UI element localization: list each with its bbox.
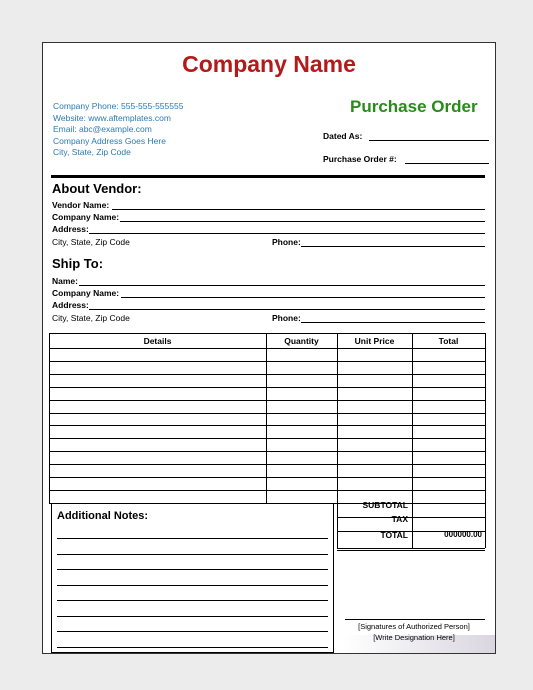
table-cell[interactable] [413,426,485,438]
table-cell[interactable] [267,452,337,464]
po-number-label: Purchase Order #: [323,154,397,164]
vendor-name-label: Vendor Name: [52,200,110,210]
table-cell[interactable] [267,401,337,413]
totals-column-border [412,503,413,548]
vendor-phone-field[interactable] [301,246,485,247]
signature-caption: [Signatures of Authorized Person] [358,622,470,631]
column-header-total: Total [438,336,459,346]
totals-double-border [337,550,485,551]
vendor-address-field[interactable] [89,233,485,234]
ship-phone-label: Phone: [272,313,301,323]
table-cell[interactable] [50,426,266,438]
table-row-border [49,503,485,504]
signature-line[interactable] [345,619,485,620]
notes-line[interactable] [57,554,328,555]
ship-address-label: Address: [52,300,89,310]
table-cell[interactable] [338,375,412,387]
vendor-company-field[interactable] [120,221,485,222]
company-email: Email: abc@example.com [53,124,152,135]
notes-line[interactable] [57,538,328,539]
table-cell[interactable] [50,491,266,503]
vendor-name-field[interactable] [112,209,485,210]
table-cell[interactable] [413,414,485,426]
table-cell[interactable] [267,388,337,400]
company-contact-block [53,101,183,159]
table-cell[interactable] [267,478,337,490]
ship-phone-field[interactable] [301,322,485,323]
column-header-quantity: Quantity [284,336,319,346]
table-cell[interactable] [338,439,412,451]
dated-as-label: Dated As: [323,131,363,141]
total-label: TOTAL [380,530,408,540]
ship-address-field[interactable] [89,309,485,310]
notes-line[interactable] [57,631,328,632]
table-cell[interactable] [50,388,266,400]
table-cell[interactable] [338,362,412,374]
table-cell[interactable] [267,439,337,451]
table-cell[interactable] [413,491,485,503]
table-cell[interactable] [50,349,266,361]
total-value: 000000.00 [444,530,482,539]
table-cell[interactable] [413,375,485,387]
table-top-border [49,333,485,334]
purchase-order-page [42,42,496,654]
table-cell[interactable] [338,349,412,361]
table-cell[interactable] [267,362,337,374]
table-cell[interactable] [50,478,266,490]
table-cell[interactable] [50,452,266,464]
table-cell[interactable] [413,439,485,451]
table-cell[interactable] [413,388,485,400]
table-column-border [485,333,486,503]
table-cell[interactable] [338,414,412,426]
column-header-details: Details [143,336,172,346]
vendor-address-label: Address: [52,224,89,234]
column-header-unit-price: Unit Price [354,336,395,346]
table-cell[interactable] [50,375,266,387]
ship-company-label: Company Name: [52,288,120,298]
dated-as-field[interactable] [369,140,489,141]
vendor-phone-label: Phone: [272,237,301,247]
table-cell[interactable] [338,452,412,464]
notes-line[interactable] [57,616,328,617]
notes-line[interactable] [57,600,328,601]
table-cell[interactable] [413,452,485,464]
table-cell[interactable] [338,426,412,438]
table-cell[interactable] [338,401,412,413]
table-cell[interactable] [413,465,485,477]
totals-row-border [337,548,485,549]
additional-notes-box [51,503,334,653]
vendor-city-label: City, State, Zip Code [52,237,130,247]
table-cell[interactable] [50,414,266,426]
vendor-company-label: Company Name: [52,212,120,222]
header-divider [51,175,485,178]
table-cell[interactable] [413,349,485,361]
ship-company-field[interactable] [121,297,485,298]
table-cell[interactable] [267,414,337,426]
table-cell[interactable] [338,491,412,503]
po-number-field[interactable] [405,163,489,164]
table-cell[interactable] [267,465,337,477]
table-cell[interactable] [267,426,337,438]
tax-label: TAX [391,514,408,524]
table-cell[interactable] [413,478,485,490]
document-title: Purchase Order [350,97,478,116]
totals-row-border [337,531,485,532]
table-cell[interactable] [50,401,266,413]
ship-city-label: City, State, Zip Code [52,313,130,323]
designation-caption: [Write Designation Here] [373,633,455,642]
table-cell[interactable] [50,465,266,477]
table-cell[interactable] [338,388,412,400]
additional-notes-title: Additional Notes: [57,510,149,522]
table-cell[interactable] [267,491,337,503]
table-cell[interactable] [338,478,412,490]
ship-name-label: Name: [52,276,78,286]
table-cell[interactable] [267,375,337,387]
ship-name-field[interactable] [79,285,485,286]
table-cell[interactable] [413,401,485,413]
vendor-section-title: About Vendor: [52,181,142,196]
notes-line[interactable] [57,585,328,586]
company-name: Company Name [182,51,356,77]
company-city: City, State, Zip Code [53,147,131,158]
subtotal-label: SUBTOTAL [362,500,408,510]
totals-column-border [337,503,338,548]
table-cell[interactable] [267,349,337,361]
table-cell[interactable] [338,465,412,477]
company-website: Website: www.aftemplates.com [53,112,171,123]
company-address: Company Address Goes Here [53,135,166,146]
company-phone: Company Phone: 555-555-555555 [53,101,184,111]
table-cell[interactable] [50,362,266,374]
totals-column-border [485,503,486,548]
table-cell[interactable] [413,362,485,374]
ship-to-section-title: Ship To: [52,256,104,271]
totals-row-border [337,517,485,518]
table-cell[interactable] [50,439,266,451]
notes-line[interactable] [57,569,328,570]
notes-line[interactable] [57,647,328,648]
